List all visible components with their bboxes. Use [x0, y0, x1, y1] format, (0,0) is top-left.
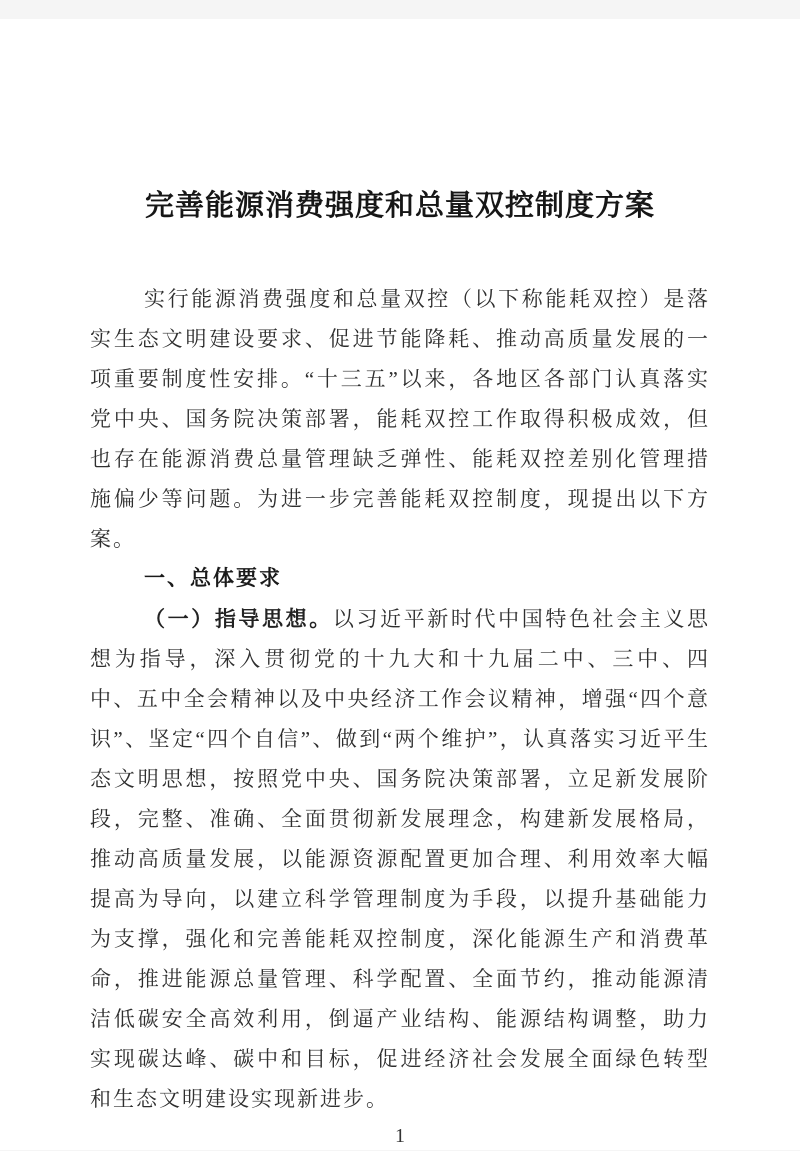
document-page [0, 19, 800, 1150]
document-content [0, 19, 800, 1151]
guiding-ideology-lead: （一）指导思想。 [144, 607, 333, 632]
page-number: 1 [395, 1125, 405, 1148]
section-heading-overall-requirements: 一、总体要求 [144, 567, 282, 591]
intro-paragraph: 实行能源消费强度和总量双控（以下称能耗双控）是落实生态文明建设要求、促进节能降耗、推动高质量发展的一项重要制度性安排。“十三五”以来，各地区各部门认真落实党中央、国务院决策部署，能耗双控工作取得积极成效，但也存在能源消费总量管理缺乏弹性、能耗双控差别化管理措施偏少等问题。为进一步完善能耗双控制度，现提出以下方案。 [90, 287, 710, 552]
document-title: 完善能源消费强度和总量双控制度方案 [144, 190, 655, 223]
guiding-ideology-paragraph [90, 599, 710, 1119]
guiding-ideology-text: 以习近平新时代中国特色社会主义思想为指导，深入贯彻党的十九大和十九届二中、三中、四中、五中全会精神以及中央经济工作会议精神，增强“四个意识”、坚定“四个自信”、做到“两个维护”，认真落实习近平生态文明思想，按照党中央、国务院决策部署，立足新发展阶段，完整、准确、全面贯彻新发展理念，构建新发展格局，推动高质量发展，以能源资源配置更加合理、利用效率大幅提高为导向，以建立科学管理制度为手段，以提升基础能力为支撑，强化和完善能耗双控制度，深化能源生产和消费革命，推进能源总量管理、科学配置、全面节约，推动能源清洁低碳安全高效利用，倒逼产业结构、能源结构调整，助力实现碳达峰、碳中和目标，促进经济社会发展全面绿色转型和生态文明建设实现新进步。 [90, 607, 711, 1112]
